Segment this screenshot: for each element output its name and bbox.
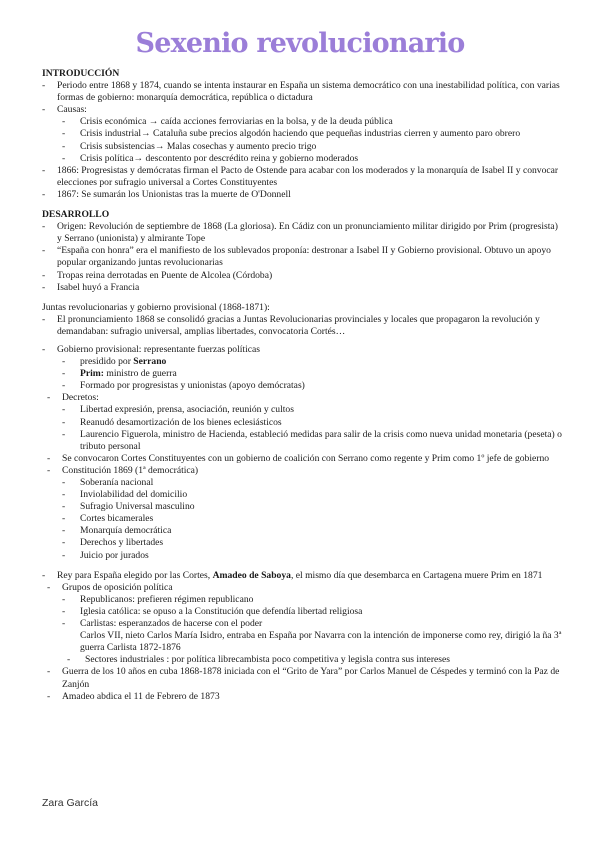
document-body xyxy=(42,68,564,703)
list-item: - presidido por Serrano xyxy=(62,356,167,368)
bullet-dash: - xyxy=(62,116,66,128)
bullet-dash: - xyxy=(62,404,66,416)
list-item: - Juicio por jurados xyxy=(62,549,149,561)
bullet-dash: - xyxy=(47,452,51,464)
bullet-dash: - xyxy=(42,313,46,325)
bullet-dash: - xyxy=(62,477,66,488)
list-item: - Origen: Revolución de septiembre de 1868 (La gloriosa). En Cádiz con un pronunciamiento militar dirigido por Prim (progresista) y Serrano (unionista) y almirante Tope xyxy=(42,221,558,245)
list-item: - Crisis subsistencias→ Malas cosechas y aumento precio trigo xyxy=(62,140,317,152)
list-item: - Inviolabilidad del domicilio xyxy=(62,489,188,501)
list-item: - Derechos y libertades xyxy=(62,537,164,549)
bullet-dash: - xyxy=(47,690,51,702)
list-item: - Amadeo abdica el 11 de Febrero de 1873 xyxy=(47,690,220,702)
bullet-dash: - xyxy=(62,489,66,501)
bullet-dash: - xyxy=(47,666,51,678)
list-item: - Monarquía democrática xyxy=(62,525,172,537)
list-item: - Crisis política→ descontento por descrédito reina y gobierno moderados xyxy=(62,152,359,164)
juntas-heading: Juntas revolucionarias y gobierno provisional (1868-1871): xyxy=(42,301,270,313)
list-item: - Carlistas: esperanzados de hacerse con el poder xyxy=(62,618,263,630)
list-item: - Crisis económica → caída acciones ferroviarias en la bolsa, y de la deuda pública xyxy=(62,116,393,128)
list-item: - Cortes bicamerales xyxy=(62,513,154,525)
bullet-dash: - xyxy=(62,525,66,537)
list-item: - Prim: ministro de guerra xyxy=(62,368,177,380)
bullet-dash: - xyxy=(62,356,66,368)
bullet-dash: - xyxy=(42,164,46,176)
bullet-dash: - xyxy=(62,428,66,440)
list-item: - Decretos: xyxy=(47,392,99,404)
list-item: - Gobierno provisional: representante fuerzas políticas xyxy=(42,343,260,355)
bullet-dash: - xyxy=(42,104,46,116)
list-item: - Causas: xyxy=(42,104,87,116)
prim-name: Prim: xyxy=(80,368,104,380)
list-item: - Se convocaron Cortes Constituyentes con un gobierno de coalición con Serrano como regente y Prim como 1º jefe de gobierno xyxy=(47,452,550,464)
list-item: - 1866: Progresistas y demócratas firman el Pacto de Ostende para acabar con los moderados y la monarquía de Isabel II y convocar elecciones por sufragio universal a Cortes Constituyentes xyxy=(42,164,559,188)
list-item: - Reanudó desamortización de los bienes eclesiásticos xyxy=(62,416,282,428)
bullet-dash: - xyxy=(47,581,51,593)
bullet-dash: - xyxy=(42,245,46,257)
list-item: - Laurencio Figuerola, ministro de Hacienda, estableció medidas para salir de la crisis como nueva unidad monetaria (peseta) o tributo personal xyxy=(62,428,562,452)
bullet-dash: - xyxy=(62,416,66,428)
bullet-dash: - xyxy=(62,152,66,164)
list-item: - Sufragio Universal masculino xyxy=(62,501,195,513)
carlos-paragraph: Carlos VII, nieto Carlos María Isidro, entraba en España por Navarra con la intención de imponerse como rey, dirigió la ña 3ª guerra Carlista 1872-1876 xyxy=(80,630,562,654)
amadeo-name: Amadeo de Saboya xyxy=(212,569,291,581)
bullet-dash: - xyxy=(47,464,51,476)
list-item: - Periodo entre 1868 y 1874, cuando se intenta instaurar en España un sistema democrático con una inestabilidad política, con varias formas de gobierno: monarquía democrática, república o dictadura xyxy=(42,80,560,104)
list-item: - Crisis industrial→ Cataluña sube precios algodón haciendo que pequeñas industrias cierren y aumento paro obrero xyxy=(62,128,521,140)
list-item: - Iglesia católica: se opuso a la Constitución que defendía libertad religiosa xyxy=(62,605,363,617)
bullet-dash: - xyxy=(67,654,71,666)
list-item: - Soberanía nacional xyxy=(62,477,154,488)
list-item: - Rey para España elegido por las Cortes, Amadeo de Saboya, el mismo día que desembarca en Cartagena muere Prim en 1871 xyxy=(42,569,543,581)
bullet-dash: - xyxy=(42,269,46,281)
list-item: - Guerra de los 10 años en cuba 1868-1878 iniciada con el “Grito de Yara” por Carlos Manuel de Céspedes y terminó con la Paz de Zanjón xyxy=(47,666,560,690)
list-item: - Constitución 1869 (1ª democrática) xyxy=(47,464,199,476)
bullet-dash: - xyxy=(42,188,46,200)
bullet-dash: - xyxy=(62,605,66,617)
bullet-dash: - xyxy=(47,392,51,404)
list-item: - 1867: Se sumarán los Unionistas tras la muerte de O'Donnell xyxy=(42,188,291,200)
author-footer: Zara García xyxy=(42,797,99,809)
bullet-dash: - xyxy=(62,501,66,513)
page-title: Sexenio revolucionario xyxy=(135,28,465,59)
bullet-dash: - xyxy=(62,368,66,380)
bullet-dash: - xyxy=(42,221,46,233)
list-item: - Sectores industriales : por política librecambista poco competitiva y legisla contra sus intereses xyxy=(67,654,450,666)
bullet-dash: - xyxy=(62,128,66,140)
list-item: - Tropas reina derrotadas en Puente de Alcolea (Córdoba) xyxy=(42,269,273,281)
list-item: - “España con honra” era el manifiesto de los sublevados proponía: destronar a Isabel II y Gobierno provisional. Obtuvo un apoyo popular organizando juntas revolucionarias xyxy=(42,245,551,269)
list-item: - Libertad expresión, prensa, asociación, reunión y cultos xyxy=(62,404,294,416)
list-item: - Grupos de oposición política xyxy=(47,581,173,593)
bullet-dash: - xyxy=(42,569,46,581)
bullet-dash: - xyxy=(62,140,66,152)
list-item: - Isabel huyó a Francia xyxy=(42,281,140,293)
serrano-name: Serrano xyxy=(133,356,167,368)
bullet-dash: - xyxy=(42,343,46,355)
bullet-dash: - xyxy=(62,618,66,630)
bullet-dash: - xyxy=(62,549,66,561)
bullet-dash: - xyxy=(62,380,66,392)
bullet-dash: - xyxy=(42,80,46,92)
bullet-dash: - xyxy=(42,281,46,293)
list-item: - Republicanos: prefieren régimen republicano xyxy=(62,593,254,605)
bullet-dash: - xyxy=(62,537,66,549)
intro-heading: INTRODUCCIÓN xyxy=(42,68,120,79)
bullet-dash: - xyxy=(62,513,66,525)
desarrollo-heading: DESARROLLO xyxy=(42,209,110,221)
list-item: - El pronunciamiento 1868 se consolidó gracias a Juntas Revolucionarias provinciales y locales que propagaron la revolución y demandaban: sufragio universal, amplias libertades, convocatoria Cortés… xyxy=(42,313,540,337)
list-item: - Formado por progresistas y unionistas (apoyo demócratas) xyxy=(62,380,305,392)
bullet-dash: - xyxy=(62,593,66,605)
